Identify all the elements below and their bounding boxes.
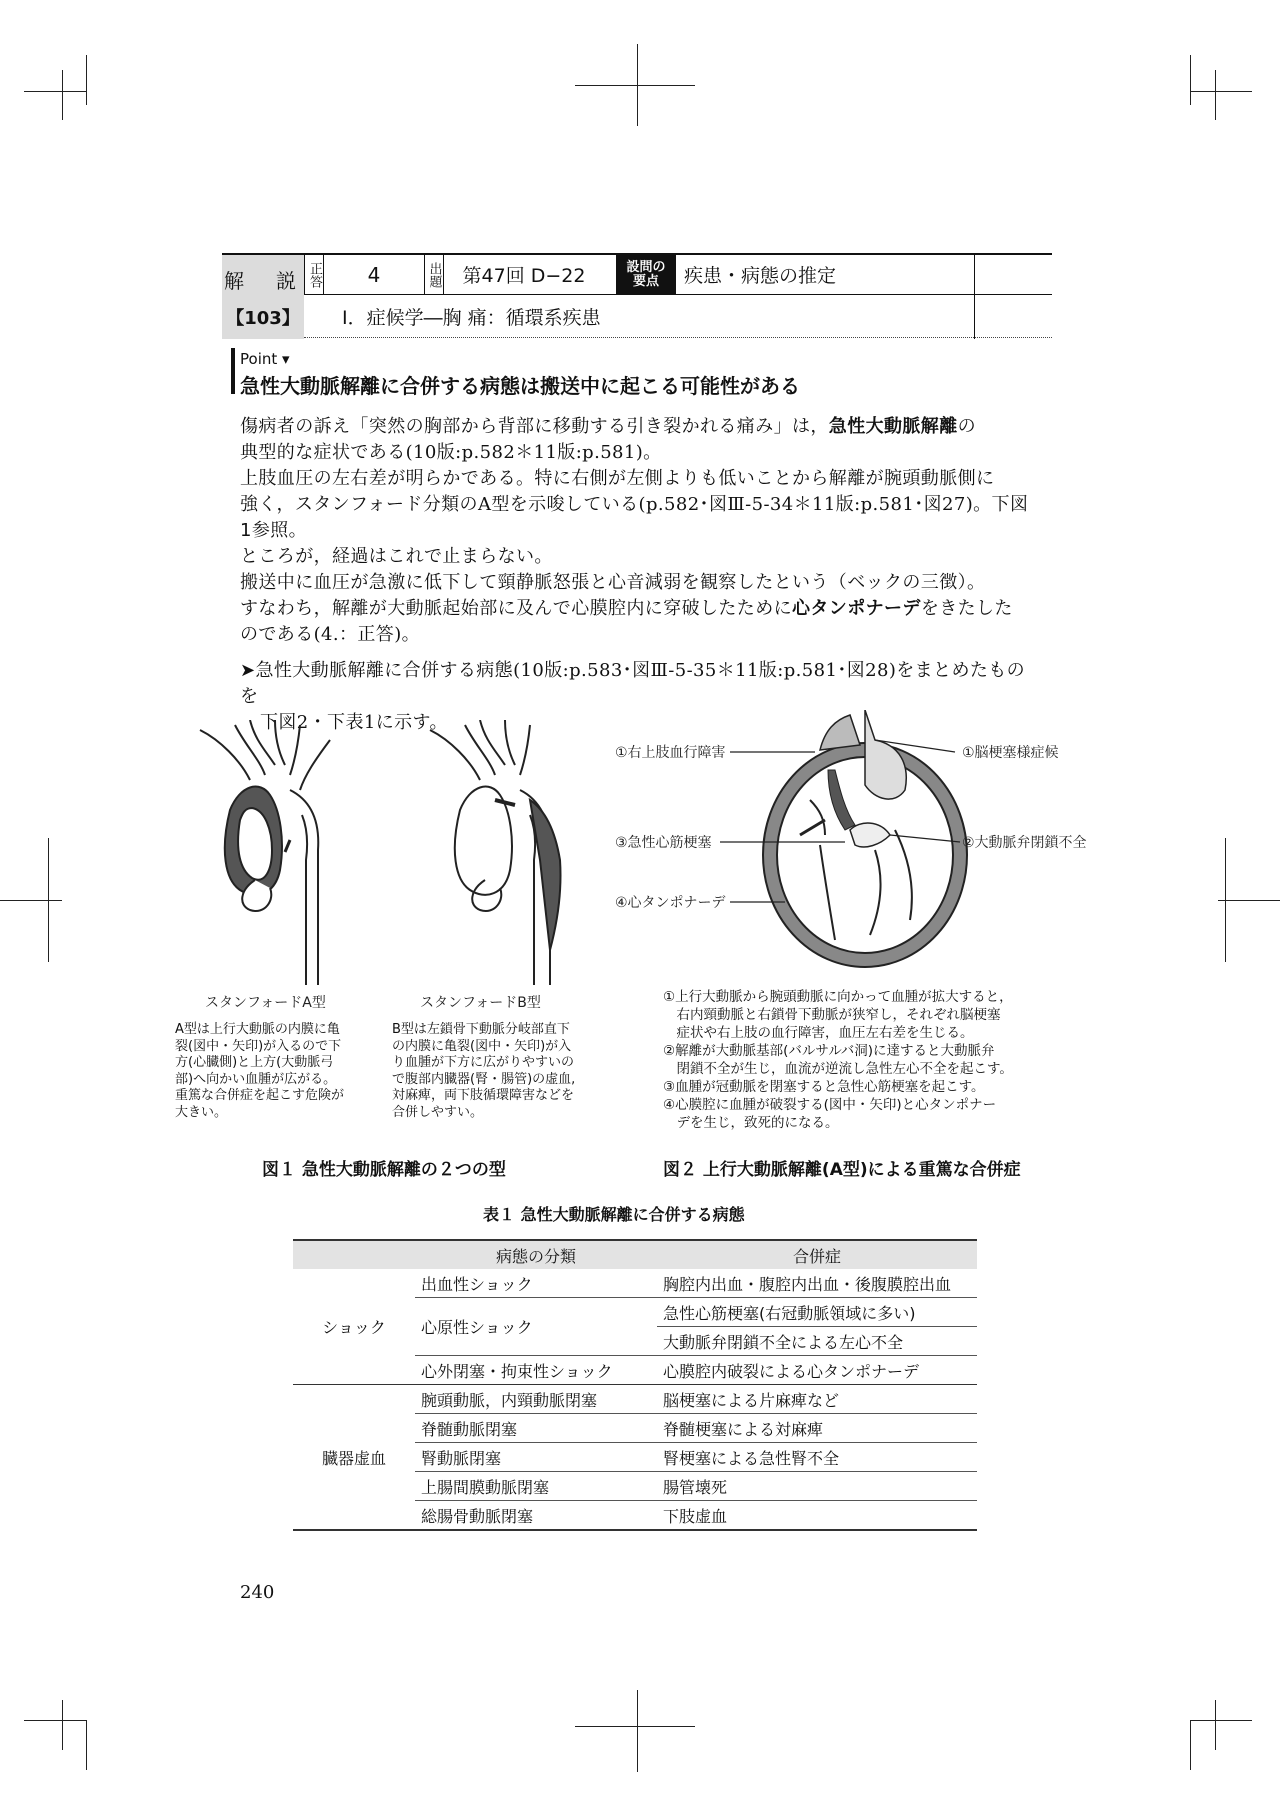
caption-line: 部)へ向かい血腫が広がる。 xyxy=(175,1071,337,1087)
caption-line: 方(心臓側)と上方(大動脈弓 xyxy=(175,1055,334,1070)
point-label: Point ▾ xyxy=(240,350,290,368)
body-line: 強く，スタンフォード分類のA型を示唆している(p.582･図Ⅲ-5-34＊11版:p.581･図27)。 xyxy=(240,494,992,515)
point-bar xyxy=(231,348,235,394)
table-group-ischemia: 臓器虚血 xyxy=(321,1448,386,1468)
caption-line: 裂(図中・矢印)が入るので下 xyxy=(175,1038,342,1054)
caption-line: 症状や右上肢の血行障害，血圧左右差を生じる。 xyxy=(663,1025,974,1041)
table-header-complication: 合併症 xyxy=(657,1240,977,1269)
table-cell: 心膜腔内破裂による心タンポナーデ xyxy=(663,1361,920,1381)
body-line: 下図2・下表1に示す。 xyxy=(260,712,448,733)
shutsudai-label: 出題 xyxy=(424,255,444,294)
caption-line: 大きい。 xyxy=(175,1104,228,1120)
kaisetsu-label: 解 説 xyxy=(224,268,302,293)
table-cell: 腎動脈閉塞 xyxy=(415,1443,657,1472)
caption-line: 右内頸動脈と右鎖骨下動脈が狭窄し，それぞれ脳梗塞 xyxy=(663,1007,1001,1023)
body-line: 下図1参照。 xyxy=(240,494,1029,541)
figure2-label-ar: ②大動脈弁閉鎖不全 xyxy=(962,835,1087,851)
figure1-label-a: スタンフォードA型 xyxy=(205,995,326,1011)
body-bold: 心タンポナーデ xyxy=(792,598,921,619)
table-cell: 腕頭動脈，内頸動脈閉塞 xyxy=(415,1385,657,1414)
table-cell: 胸腔内出血・腹腔内出血・後腹膜腔出血 xyxy=(657,1269,977,1298)
figure1-title: 図１ 急性大動脈解離の２つの型 xyxy=(262,1160,506,1180)
caption-line: 閉鎖不全が生じ，血流が逆流し急性左心不全を起こす。 xyxy=(663,1061,1013,1077)
caption-line: A型は上行大動脈の内膜に亀 xyxy=(175,1022,340,1037)
figure1-caption-a xyxy=(175,1022,375,1121)
body-bold: 急性大動脈解離 xyxy=(828,416,958,437)
table-cell: 総腸骨動脈閉塞 xyxy=(421,1506,534,1526)
caption-line: の内膜に亀裂(図中・矢印)が入 xyxy=(392,1038,572,1054)
yoten-label: 設問の要点 xyxy=(616,255,676,294)
table-cell: 脳梗塞による片麻痺など xyxy=(657,1385,977,1414)
figure1-illustration xyxy=(180,720,640,990)
question-number: 【103】 xyxy=(226,307,300,329)
aorta-type-b xyxy=(430,720,561,985)
body-line: ➤急性大動脈解離に合併する病態(10版:p.583･図Ⅲ-5-35＊11版:p.581･図28)をまとめたものを xyxy=(240,660,1026,707)
category-value: Ⅰ．症候学―胸 痛：循環系疾患 xyxy=(342,306,601,329)
table-header-category: 病態の分類 xyxy=(415,1240,657,1269)
figure2-label-mi: ③急性心筋梗塞 xyxy=(615,835,712,851)
table-header-blank xyxy=(293,1240,415,1269)
body-line: の xyxy=(957,416,977,437)
table-row xyxy=(293,1269,977,1298)
table-cell: 心原性ショック xyxy=(415,1298,657,1356)
body-line: をきたした xyxy=(920,598,1013,619)
table-cell: 大動脈弁閉鎖不全による左心不全 xyxy=(657,1327,977,1356)
caption-line: B型は左鎖骨下動脈分岐部直下 xyxy=(392,1022,570,1037)
explanation-header xyxy=(222,253,1052,339)
caption-line: り血腫が下方に広がりやすいの xyxy=(392,1055,575,1070)
table-cell: 腸管壊死 xyxy=(657,1472,977,1501)
aorta-type-a xyxy=(200,720,330,985)
page-number: 240 xyxy=(240,1582,275,1603)
body-line: すなわち，解離が大動脈起始部に及んで心膜腔内に穿破したために xyxy=(240,598,792,619)
summary-value: 疾患・病態の推定 xyxy=(684,265,837,287)
point-title: 急性大動脈解離に合併する病態は搬送中に起こる可能性がある xyxy=(240,374,800,398)
table-cell: 出血性ショック xyxy=(415,1269,657,1298)
table-cell: 脊髄動脈閉塞 xyxy=(415,1414,657,1443)
seito-label: 正答 xyxy=(304,255,324,294)
body-line: ところが，経過はこれで止まらない。 xyxy=(240,546,553,567)
caption-line: デを生じ，致死的になる。 xyxy=(663,1115,839,1131)
source-value: 第47回 D−22 xyxy=(462,265,586,287)
caption-line: で腹部内臓器(腎・腸管)の虚血, xyxy=(392,1071,576,1087)
caption-line: ③血腫が冠動脈を閉塞すると急性心筋梗塞を起こす。 xyxy=(663,1079,985,1095)
table-cell: 心外閉塞・拘束性ショック xyxy=(421,1361,613,1381)
figure2-label-tamponade: ④心タンポナーデ xyxy=(615,895,726,911)
caption-line: ①上行大動脈から腕頭動脈に向かって血腫が拡大すると， xyxy=(663,989,1013,1005)
body-line: 搬送中に血圧が急激に低下して頸静脈怒張と心音減弱を観察したという（ベックの三徴）。 xyxy=(240,572,986,593)
figure2-label-right-arm: ①右上肢血行障害 xyxy=(615,745,726,761)
table-row xyxy=(293,1385,977,1414)
table-cell: 上腸間膜動脈閉塞 xyxy=(415,1472,657,1501)
figure1-caption-b xyxy=(392,1022,612,1121)
table-cell: 下肢虚血 xyxy=(663,1506,728,1526)
body-line: 上肢血圧の左右差が明らかである。特に右側が左側よりも低いことから解離が腕頭動脈側に xyxy=(240,468,995,489)
table-cell: 急性心筋梗塞(右冠動脈領域に多い) xyxy=(657,1298,977,1327)
table-cell: 腎梗塞による急性腎不全 xyxy=(657,1443,977,1472)
body-line: のである(4.：正答)。 xyxy=(240,624,421,645)
caption-line: 合併しやすい。 xyxy=(392,1104,484,1120)
table1 xyxy=(293,1239,977,1531)
caption-line: ②解離が大動脈基部(バルサルバ洞)に達すると大動脈弁 xyxy=(663,1043,995,1059)
body-text xyxy=(240,414,1040,736)
figure2-label-stroke: ①脳梗塞様症候 xyxy=(962,745,1059,761)
caption-line: ④心膜腔に血腫が破裂する(図中・矢印)と心タンポナー xyxy=(663,1097,997,1113)
figure2-caption xyxy=(663,988,1063,1132)
caption-line: 重篤な合併症を起こす危険が xyxy=(175,1088,345,1103)
answer-value: 4 xyxy=(367,262,381,287)
table-cell: 脊髄梗塞による対麻痺 xyxy=(657,1414,977,1443)
table-group-shock: ショック xyxy=(322,1318,386,1337)
body-line: 典型的な症状である(10版:p.582＊11版:p.581)。 xyxy=(240,442,662,463)
body-line: 傷病者の訴え「突然の胸部から背部に移動する引き裂かれる痛み」は， xyxy=(240,416,829,437)
figure2-title: 図２ 上行大動脈解離(A型)による重篤な合併症 xyxy=(663,1160,1021,1180)
figure1-label-b: スタンフォードB型 xyxy=(420,995,541,1011)
caption-line: 対麻痺，両下肢循環障害などを xyxy=(392,1088,575,1103)
table1-title: 表１ 急性大動脈解離に合併する病態 xyxy=(483,1205,745,1224)
